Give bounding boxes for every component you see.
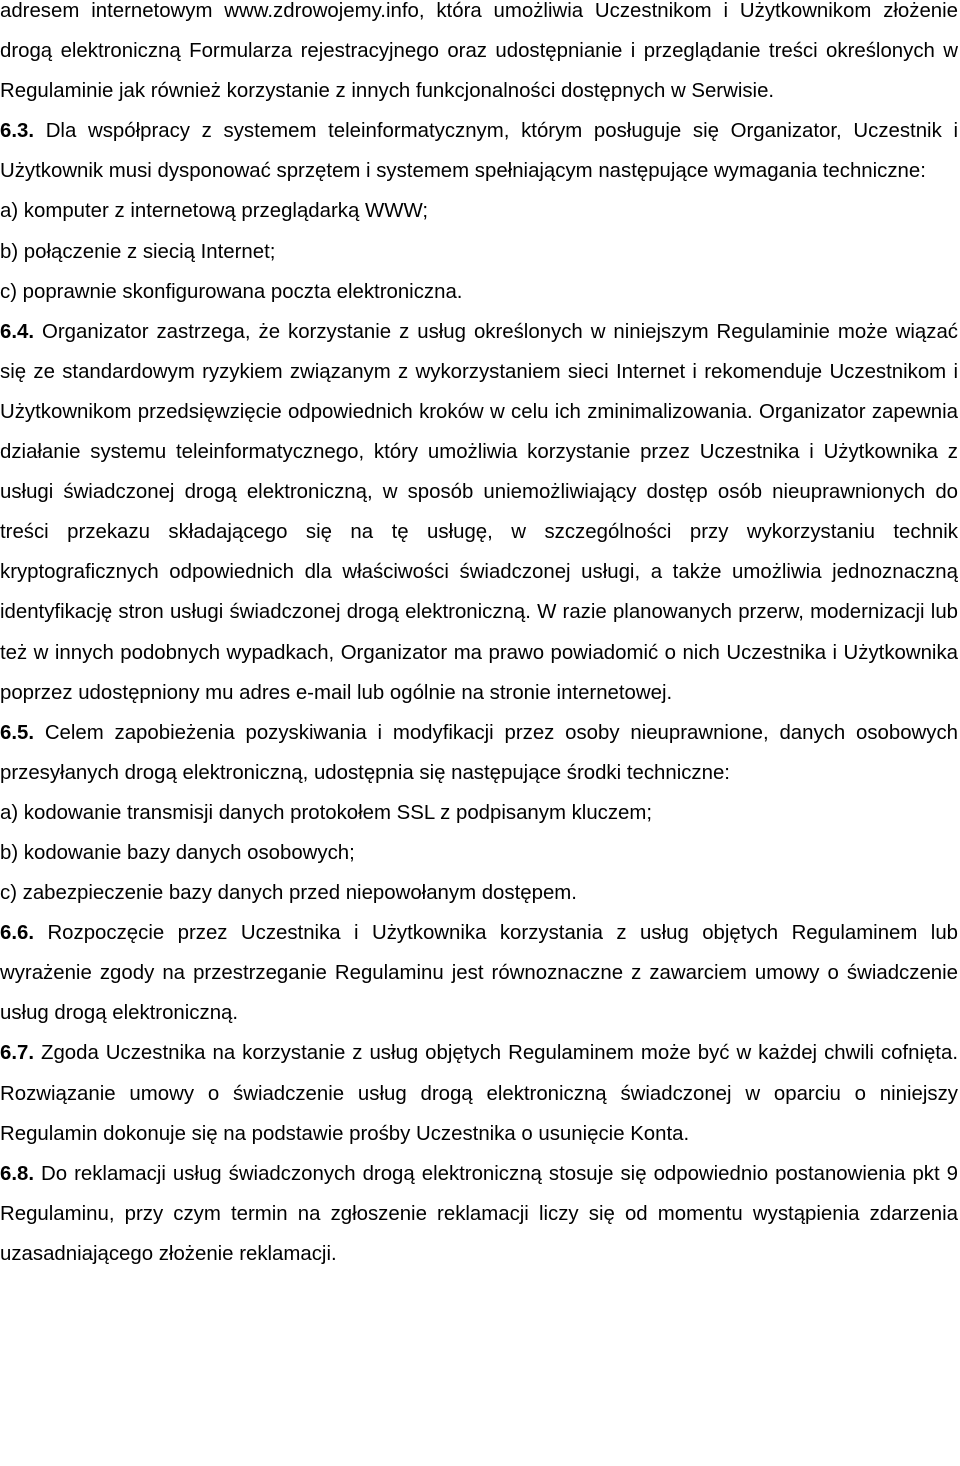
paragraph-continuation [0,0,958,111]
paragraph-6-6 [0,913,958,1033]
list-item: a) kodowanie transmisji danych protokołem SSL z podpisanym kluczem; [0,801,653,824]
paragraph-number: 6.7. [0,1042,35,1065]
paragraph-text: adresem internetowym www.zdrowojemy.info, która umożliwia Uczestnikom i Użytkownikom złożenie drogą elektroniczną Formularza rejestracyjnego oraz udostępnianie i przeglądanie treści określonych w Regulaminie jak również korzystanie z innych funkcjonalności dostępnych w Serwisie. [0,0,958,103]
paragraph-text: Celem zapobieżenia pozyskiwania i modyfikacji przez osoby nieuprawnione, danych osobowych przesyłanych drogą elektroniczną, udostępnia się następujące środki techniczne: [0,721,958,784]
paragraph-number: 6.4. [0,320,35,343]
list-item: c) zabezpieczenie bazy danych przed niepowołanym dostępem. [0,882,577,905]
paragraph-text: Organizator zastrzega, że korzystanie z usług określonych w niniejszym Regulaminie może wiązać się ze standardowym ryzykiem związanym z wykorzystaniem sieci Internet i rekomenduje Uczestnikom i Użytkownikom przedsięwzięcie odpowiednich kroków w celu ich zminimalizowania. Organizator zapewnia działanie systemu teleinformatycznego, który umożliwia korzystanie przez Uczestnika i Użytkownika z usługi świadczonej drogą elektroniczną, w sposób uniemożliwiający dostęp osób nieuprawnionych do treści przekazu składającego się na tę usługę, w szczególności przy wykorzystaniu technik kryptograficznych odpowiednich dla właściwości świadczonej usługi, a także umożliwia jednoznaczną identyfikację stron usługi świadczonej drogą elektroniczną. W razie planowanych przerw, modernizacji lub też w innych podobnych wypadkach, Organizator ma prawo powiadomić o nich Uczestnika i Użytkownika poprzez udostępniony mu adres e-mail lub ogólnie na stronie internetowej. [0,320,958,704]
paragraph-6-8 [0,1154,958,1274]
list-item: c) poprawnie skonfigurowana poczta elektroniczna. [0,280,463,303]
paragraph-6-3 [0,111,958,191]
paragraph-text: Do reklamacji usług świadczonych drogą elektroniczną stosuje się odpowiednio postanowienia pkt 9 Regulaminu, przy czym termin na zgłoszenie reklamacji liczy się od momentu wystąpienia zdarzenia uzasadniającego złożenie reklamacji. [0,1162,958,1265]
paragraph-number: 6.6. [0,922,35,945]
paragraph-number: 6.8. [0,1162,35,1185]
paragraph-number: 6.5. [0,721,35,744]
paragraph-text: Zgoda Uczestnika na korzystanie z usług objętych Regulaminem może być w każdej chwili cofnięta. Rozwiązanie umowy o świadczenie usług drogą elektroniczną świadczonej w oparciu o niniejszy Regulamin dokonuje się na podstawie prośby Uczestnika o usunięcie Konta. [0,1042,958,1145]
paragraph-text: Dla współpracy z systemem teleinformatycznym, którym posługuje się Organizator, Uczestnik i Użytkownik musi dysponować sprzętem i systemem spełniającym następujące wymagania techniczne: [0,120,958,183]
paragraph-6-7 [0,1033,958,1153]
list-item: a) komputer z internetową przeglądarką WWW; [0,200,428,223]
paragraph-number: 6.3. [0,120,35,143]
paragraph-6-5 [0,713,958,793]
list-item: b) kodowanie bazy danych osobowych; [0,841,355,864]
list-item: b) połączenie z siecią Internet; [0,240,276,263]
paragraph-6-4 [0,312,958,713]
paragraph-text: Rozpoczęcie przez Uczestnika i Użytkownika korzystania z usług objętych Regulaminem lub wyrażenie zgody na przestrzeganie Regulaminu jest równoznaczne z zawarciem umowy o świadczenie usług drogą elektroniczną. [0,922,959,1025]
